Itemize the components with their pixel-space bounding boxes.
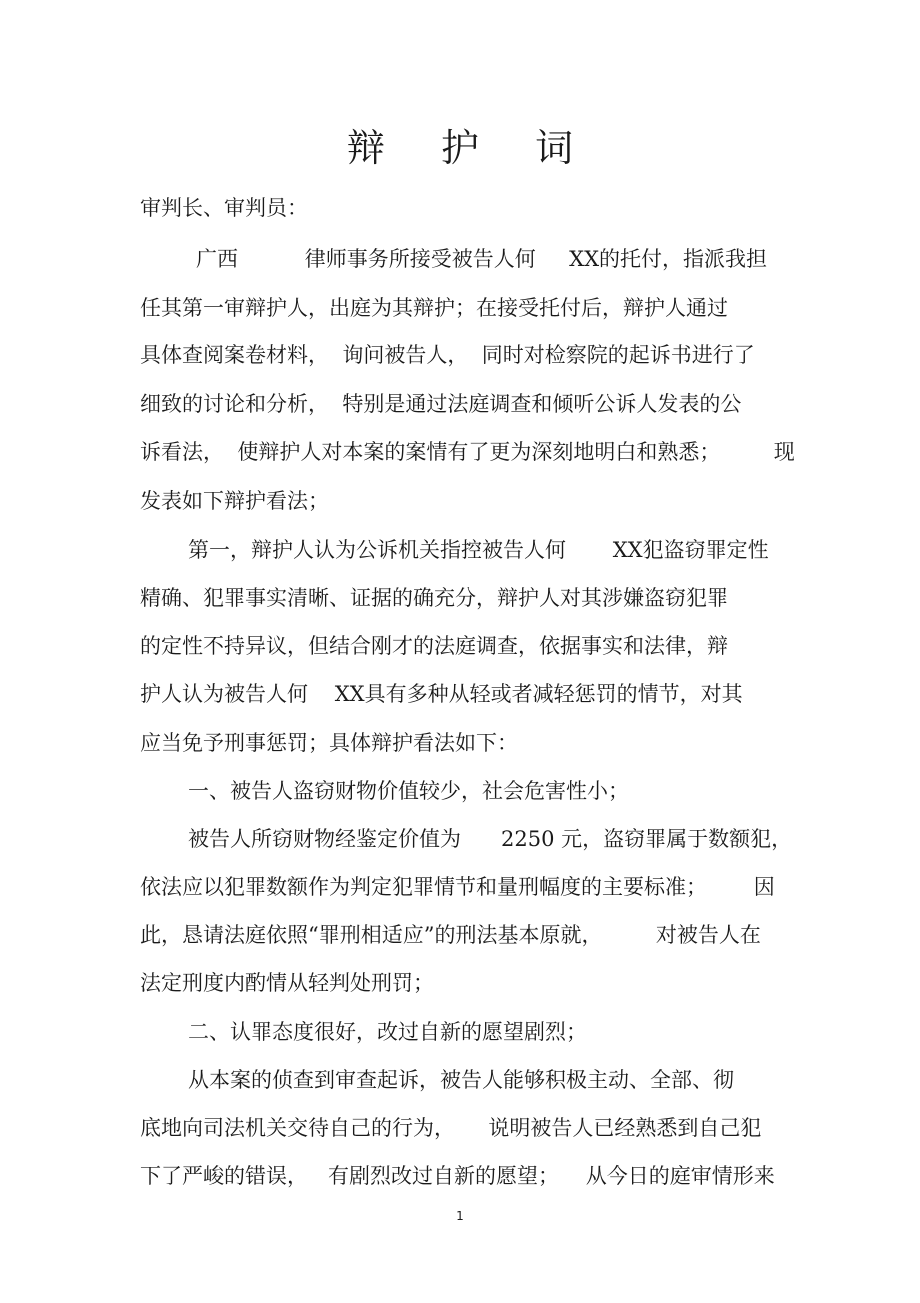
- body-line: 应当免予刑事惩罚；具体辩护看法如下：: [140, 731, 518, 755]
- body-line: 下了严峻的错误， 有剧烈改过自新的愿望； 从今日的庭审情形来: [140, 1164, 775, 1188]
- page-number: 1: [456, 1209, 464, 1223]
- body-line: 发表如下辩护看法；: [140, 489, 329, 513]
- body-line: 具体查阅案卷材料， 询问被告人， 同时对检察院的起诉书进行了: [140, 343, 755, 367]
- document-title: 辩 护 词: [346, 126, 596, 170]
- body-line: 底地向司法机关交待自己的行为， 说明被告人已经熟悉到自己犯: [140, 1116, 762, 1140]
- body-line: 第一，辩护人认为公诉机关指控被告人何 XX犯盗窃罪定性: [188, 538, 769, 562]
- body-line: 细致的讨论和分析， 特别是通过法庭调查和倾听公诉人发表的公: [140, 392, 742, 416]
- body-line: 广西 律师事务所接受被告人何 XX的托付，指派我担: [196, 247, 768, 271]
- body-line: 精确、犯罪事实清晰、证据的确充分，辩护人对其涉嫌盗窃犯罪: [140, 586, 728, 610]
- section-heading: 二、认罪态度很好，改过自新的愿望剧烈；: [188, 1020, 587, 1044]
- body-line: 从本案的侦查到审查起诉，被告人能够积极主动、全部、彻: [188, 1068, 734, 1092]
- body-line: 依法应以犯罪数额作为判定犯罪情节和量刑幅度的主要标准； 因: [140, 875, 775, 899]
- body-line: 此，恳请法庭依照“罪刑相适应”的刑法基本原就， 对被告人在: [140, 923, 761, 947]
- body-line: 的定性不持异议，但结合刚才的法庭调查，依据事实和法律，辩: [140, 634, 728, 658]
- body-line: 任其第一审辩护人，出庭为其辩护；在接受托付后，辩护人通过: [140, 296, 728, 320]
- section-heading: 一、被告人盗窃财物价值较少，社会危害性小；: [188, 779, 629, 803]
- body-line: 诉看法， 使辩护人对本案的案情有了更为深刻地明白和熟悉； 现: [140, 440, 795, 464]
- salutation-line: 审判长、审判员：: [140, 196, 308, 220]
- body-line: 护人认为被告人何 XX具有多种从轻或者减轻惩罚的情节，对其: [140, 682, 743, 706]
- body-line: 被告人所窃财物经鉴定价值为 2250 元，盗窃罪属于数额犯，: [188, 827, 793, 851]
- body-line: 法定刑度内酌情从轻判处刑罚；: [140, 971, 434, 995]
